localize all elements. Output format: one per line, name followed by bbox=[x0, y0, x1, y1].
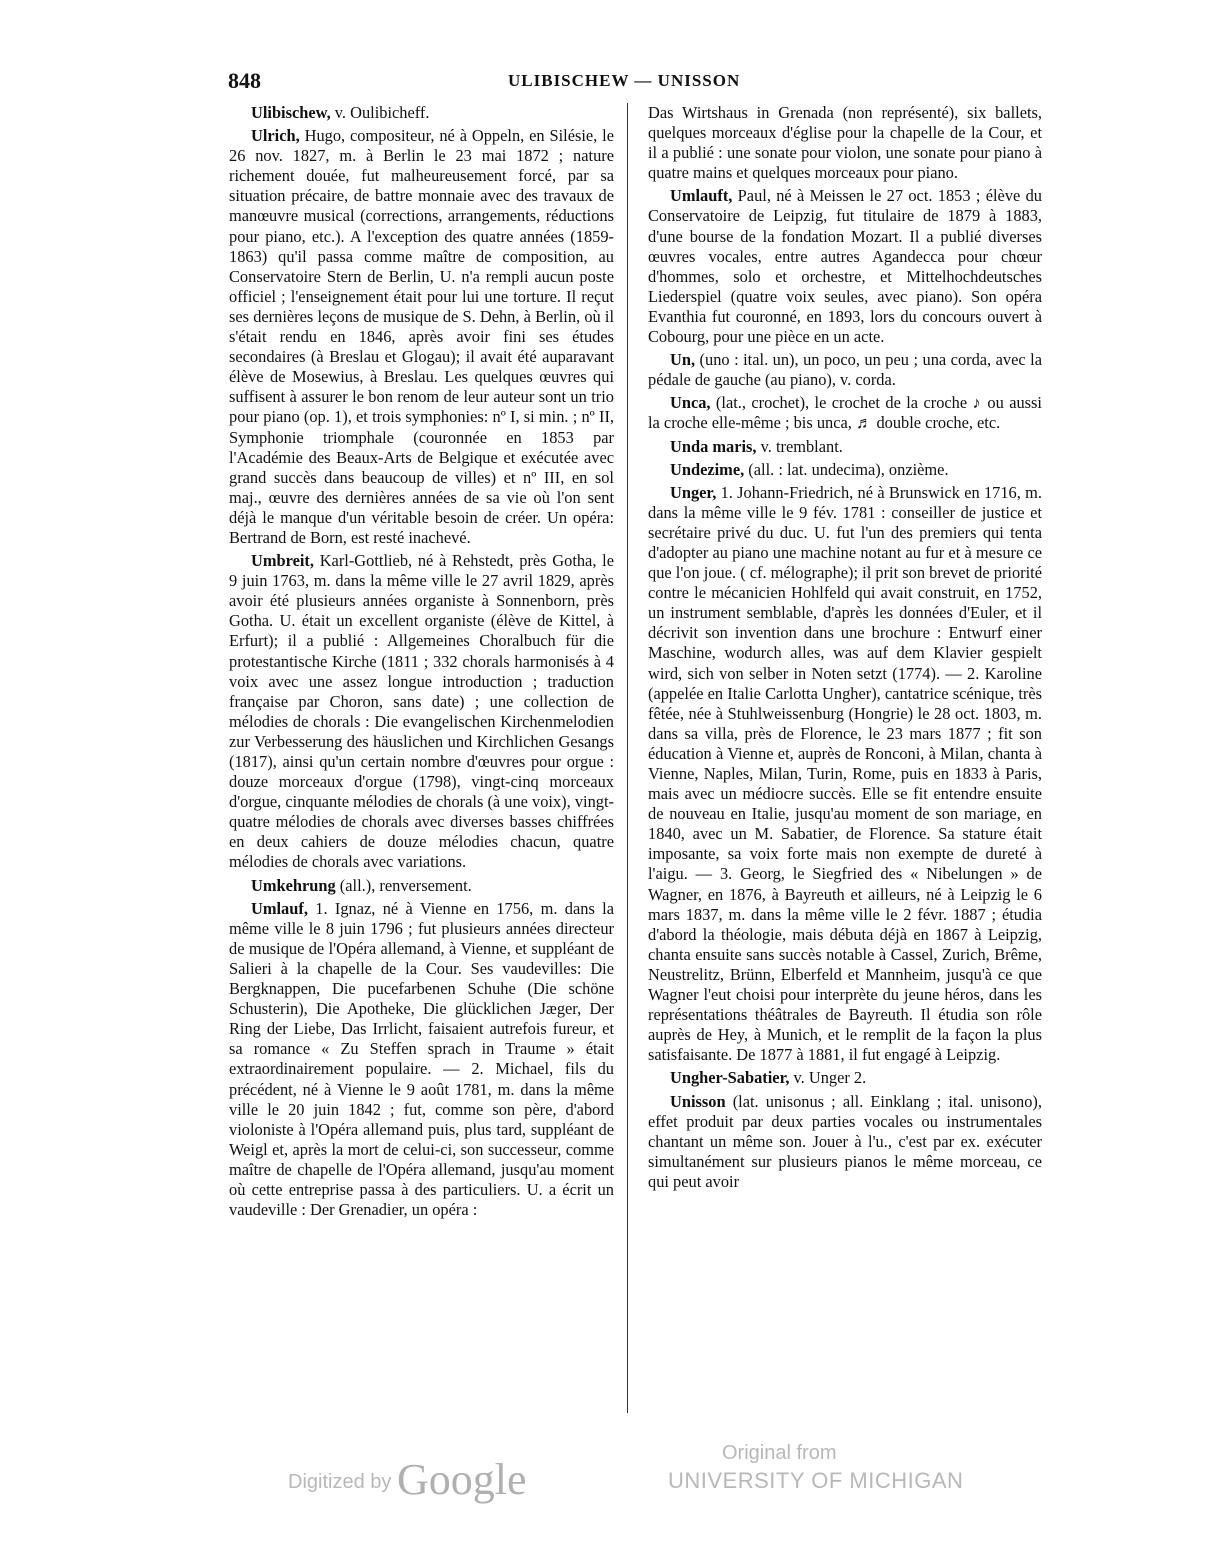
entry-text: Paul, né à Meissen le 27 oct. 1853 ; élève du Conservatoire de Leipzig, fut titulaire de 1879 à 1883, d'une bourse de la fondation Mozart. Il a publié diverses œuvres vocales, entre autres Agandecca pour chœur d'hommes, solo et orchestre, et Mittelhochdeutsches Liederspiel (quatre voix seules, avec piano). Son opéra Evanthia fut couronné, en 1893, lors du concours ouvert à Cobourg, pour une pièce en un acte. bbox=[648, 186, 1042, 347]
entry-headword: Ulibischew, bbox=[251, 103, 331, 122]
entry-text: Hugo, compositeur, né à Oppeln, en Silésie, le 26 nov. 1827, m. à Berlin le 23 mai 1872 ; nature richement douée, fut malheureusement forcé, par sa situation précaire, de battre monnaie avec des travaux de manœuvre musical (corrections, arrangements, réductions pour piano, etc.). A l'exception des quatre années (1859-1863) qu'il passa comme maître de composition, au Conservatoire Stern de Berlin, U. n'a rempli aucun poste officiel ; l'enseignement était pour lui une torture. Il reçut ses dernières leçons de musique de S. Dehn, à Berlin, où il s'était rendu en 1846, après avoir fini ses études secondaires (à Breslau et Glogau); il avait été auparavant élève de Mosewius, à Breslau. Les quelques œuvres qui suffisent à assurer le bon renom de leur auteur sont un trio pour piano (op. 1), et trois symphonies: nº I, si min. ; nº II, Symphonie triomphale (couronnée en 1853 par l'Académie des Beaux-Arts de Belgique et exécutée avec grand succès dans beaucoup de villes) et nº III, en sol maj., œuvre des dernières années de sa vie où l'on sent déjà le manque d'un véritable besoin de créer. Un opéra: Bertrand de Born, est resté inachevé. bbox=[229, 126, 614, 547]
dictionary-entry bbox=[648, 483, 1042, 1066]
entry-text: v. Oulibicheff. bbox=[330, 103, 430, 122]
entry-text: 1. Ignaz, né à Vienne en 1756, m. dans la même ville le 8 juin 1796 ; fut plusieurs années directeur de musique de l'Opéra allemand, à Vienne, et suppléant de Salieri à la chapelle de la Cour. Ses vaudevilles: Die Bergknappen, Die pucefarbenen Schuhe (Die schöne Schusterin), Die Apotheke, Die glücklichen Jæger, Der Ring der Liebe, Das Irrlicht, faisaient autrefois fureur, et sa romance « Zu Steffen sprach in Traume » était extraordinairement populaire. — 2. Michael, fils du précédent, né à Vienne le 9 août 1781, m. dans la même ville le 20 juin 1842 ; fut, comme son père, d'abord violoniste à l'Opéra allemand puis, plus tard, suppléant de Weigl et, après la mort de celui-ci, son successeur, comme maître de chapelle de l'Opéra allemand, jusqu'au moment où cette entreprise passa à des particuliers. U. a écrit un vaudeville : Der Grenadier, un opéra : bbox=[229, 898, 614, 1220]
dictionary-entry bbox=[648, 1068, 1042, 1088]
entry-text: v. Unger 2. bbox=[789, 1068, 867, 1088]
dictionary-entry-continued bbox=[648, 103, 1042, 183]
running-title: ULIBISCHEW — UNISSON bbox=[508, 71, 741, 90]
dictionary-entry bbox=[229, 899, 614, 1221]
dictionary-entry bbox=[648, 460, 1042, 480]
entry-headword: Unisson bbox=[670, 1091, 726, 1111]
dictionary-entry bbox=[648, 1092, 1042, 1192]
entry-headword: Unger, bbox=[670, 482, 717, 502]
entry-text: (lat. unisonus ; all. Einklang ; ital. unisono), effet produit par deux parties vocales ou instrumentales chantant un même son. Jouer à l'u., c'est par ex. exécuter simultanément sur plusieurs pianos le même morceau, ce qui peut avoir bbox=[648, 1091, 1042, 1191]
entry-headword: Umlauf, bbox=[251, 898, 308, 918]
entry-text: (uno : ital. un), un poco, un peu ; una corda, avec la pédale de gauche (au piano), v. corda. bbox=[648, 350, 1042, 390]
entry-headword: Unca, bbox=[670, 393, 711, 413]
entry-text: 1. Johann-Friedrich, né à Brunswick en 1716, m. dans la même ville le 9 fév. 1781 : conseiller de justice et secrétaire privé du duc. U. fut l'un des premiers qui tenta d'adopter au piano une machine notant au fur et à mesure ce que l'on joue. ( cf. mélographe); il prit son brevet de priorité contre le mécanicien Hohlfeld qui avait construit, en 1752, un instrument semblable, d'après les données d'Euler, et il décrivit son invention dans une brochure : Entwurf einer Maschine, wodurch alles, was auf dem Klavier gespielt wird, sich von selber in Noten setzt (1774). — 2. Karoline (appelée en Italie Carlotta Ungher), cantatrice scénique, très fêtée, née à Stuhlweissenburg (Hongrie) le 28 oct. 1803, m. dans sa villa, près de Florence, le 23 mars 1877 ; fit son éducation à Vienne et, auprès de Ronconi, à Milan, chanta à Vienne, Naples, Milan, Turin, Rome, puis en 1833 à Paris, mais avec un médiocre succès. Elle se fit entendre ensuite de nouveau en Italie, jusqu'au moment de son mariage, en 1840, avec un M. Sabatier, de Florence. Sa stature était imposante, sa voix forte mais non exempte de dureté à l'aigu. — 3. Georg, le Siegfried des « Nibelungen » de Wagner, en 1876, à Bayreuth et ailleurs, né à Leipzig le 6 mars 1837, m. dans la même ville le 2 févr. 1887 ; étudia d'abord la théologie, mais débuta déjà en 1867 à Leipzig, chanta ensuite sans succès notable à Cassel, Zurich, Brême, Neustrelitz, Brünn, Elberfeld et Mannheim, jusqu'à ce que Wagner l'eut choisi pour interprète du jeune héros, dans les représentations théâtrales de Bayreuth. Il étudia son rôle auprès de Hey, à Munich, et le remplit de la façon la plus satisfaisante. De 1877 à 1881, il fut engagé à Leipzig. bbox=[648, 482, 1042, 1065]
google-logo: Google bbox=[396, 1455, 527, 1504]
dictionary-entry bbox=[229, 103, 614, 123]
entry-text: (lat., crochet), le crochet de la croche ♪ ou aussi la croche elle-même ; bis unca, ♬ double croche, etc. bbox=[648, 393, 1042, 433]
dictionary-entry bbox=[648, 186, 1042, 347]
entry-headword: Un, bbox=[670, 350, 696, 370]
entry-text: (all.), renversement. bbox=[335, 875, 472, 895]
dictionary-entry bbox=[229, 876, 614, 896]
dictionary-entry bbox=[648, 437, 1042, 457]
dictionary-entry bbox=[648, 393, 1042, 433]
entry-text: Das Wirtshaus in Grenada (non représenté), six ballets, quelques morceaux d'église pour la chapelle de la Cour, et il a publié : une sonate pour violon, une sonate pour piano à quatre mains et quelques morceaux pour piano. bbox=[648, 103, 1042, 183]
university-name: UNIVERSITY OF MICHIGAN bbox=[668, 1468, 964, 1493]
entry-headword: Unda maris, bbox=[670, 436, 757, 456]
original-from: Original from bbox=[722, 1442, 837, 1464]
left-column bbox=[229, 103, 614, 1223]
entry-text: Karl-Gottlieb, né à Rehstedt, près Gotha, le 9 juin 1763, m. dans la même ville le 27 avril 1829, après avoir été plusieurs années organiste à Sonnenborn, près Gotha. U. était un excellent organiste (élève de Kittel, à Erfurt); il a publié : Allgemeines Choralbuch für die protestantische Kirche (1811 ; 332 chorals harmonisés à 4 voix avec une assez longue introduction ; traduction française par Choron, sans date) ; une collection de mélodies de chorals : Die evangelischen Kirchenmelodien zur Verbesserung des häuslichen und Kirchlichen Gesangs (1817), ainsi qu'un certain nombre d'œuvres pour orgue : douze morceaux d'orgue (1798), vingt-cinq morceaux d'orgue, cinquante mélodies de chorals (à une voix), vingt-quatre mélodies de chorals avec diverses basses chiffrées en deux cahiers de douze mélodies chacun, quatre mélodies de chorals avec variations. bbox=[229, 551, 614, 872]
entry-headword: Ungher-Sabatier, bbox=[670, 1068, 790, 1088]
column-divider bbox=[627, 103, 628, 1413]
entry-headword: Umbreit, bbox=[251, 551, 314, 571]
entry-headword: Undezime, bbox=[670, 459, 745, 479]
page-header bbox=[0, 68, 1207, 98]
entry-headword: Ulrich, bbox=[251, 126, 300, 146]
digitized-prefix: Digitized by bbox=[288, 1471, 392, 1493]
digitized-by-google bbox=[288, 1454, 526, 1505]
entry-text: v. tremblant. bbox=[756, 436, 843, 456]
dictionary-entry bbox=[229, 126, 614, 548]
dictionary-entry bbox=[229, 551, 614, 873]
page-number: 848 bbox=[228, 68, 261, 93]
entry-headword: Umlauft, bbox=[670, 186, 733, 206]
entry-text: (all. : lat. undecima), onzième. bbox=[744, 459, 949, 479]
right-column bbox=[648, 103, 1042, 1195]
dictionary-entry bbox=[648, 350, 1042, 390]
scan-watermark bbox=[0, 1440, 1207, 1510]
entry-headword: Umkehrung bbox=[251, 875, 336, 895]
